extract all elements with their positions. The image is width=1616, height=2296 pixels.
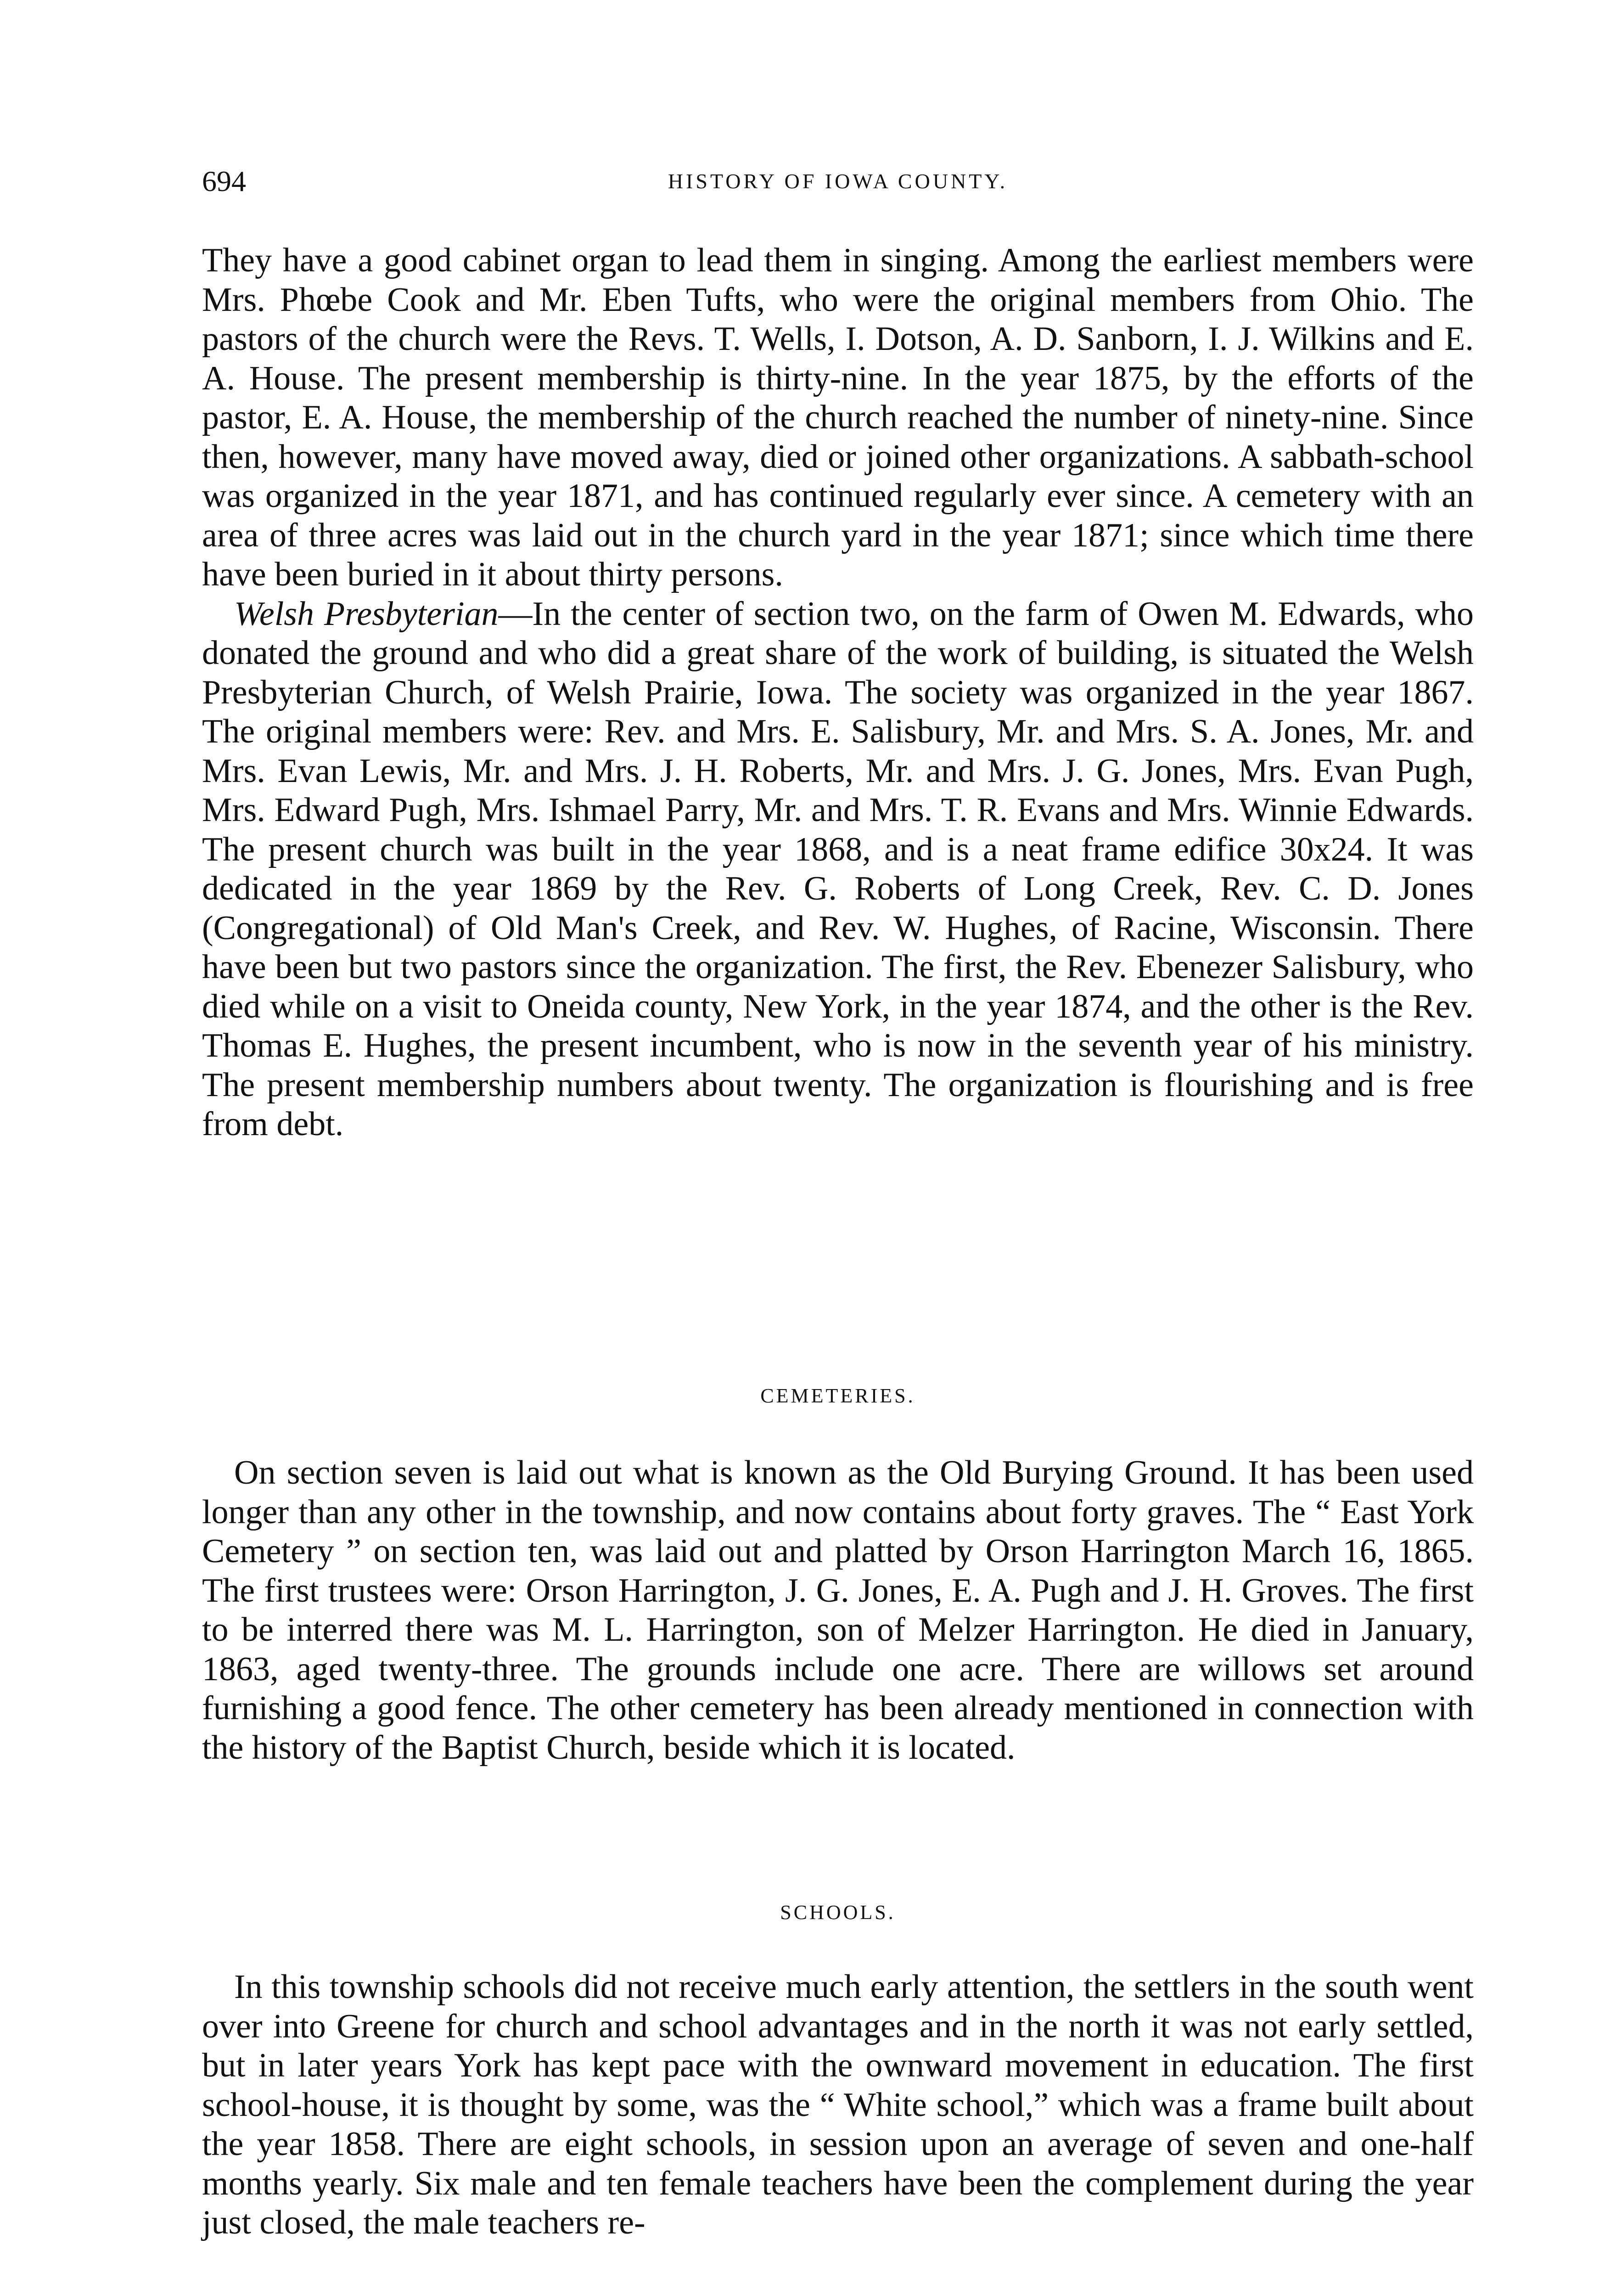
- page-number: 694: [202, 165, 246, 197]
- church-text-block: [202, 241, 1474, 1144]
- section-heading-cemeteries: CEMETERIES.: [760, 1384, 915, 1407]
- cemeteries-text-block: [202, 1453, 1474, 1767]
- paragraph-welsh-presbyterian-body: —In the center of section two, on the farm of Owen M. Edwards, who donated the ground and who did a great share of the work of building, is situated the Welsh Presbyterian Church, of Welsh Prairie, Iowa. The society was organized in the year 1867. The original members were: Rev. and Mrs. E. Salisbury, Mr. and Mrs. S. A. Jones, Mr. and Mrs. Evan Lewis, Mr. and Mrs. J. H. Roberts, Mr. and Mrs. J. G. Jones, Mrs. Evan Pugh, Mrs. Edward Pugh, Mrs. Ishmael Parry, Mr. and Mrs. T. R. Evans and Mrs. Winnie Edwards. The present church was built in the year 1868, and is a neat frame edifice 30x24. It was dedicated in the year 1869 by the Rev. G. Roberts of Long Creek, Rev. C. D. Jones (Congregational) of Old Man's Creek, and Rev. W. Hughes, of Racine, Wisconsin. There have been but two pastors since the organization. The first, the Rev. Ebenezer Salisbury, who died while on a visit to Oneida county, New York, in the year 1874, and the other is the Rev. Thomas E. Hughes, the present incumbent, who is now in the seventh year of his ministry. The present membership numbers about twenty. The organization is flourishing and is free from debt.: [202, 595, 1474, 1143]
- paragraph-cemeteries: On section seven is laid out what is known as the Old Burying Ground. It has been used longer than any other in the township, and now contains about forty graves. The “ East York Cemetery ” on section ten, was laid out and platted by Orson Harrington March 16, 1865. The first trustees were: Orson Harrington, J. G. Jones, E. A. Pugh and J. H. Groves. The first to be interred there was M. L. Harrington, son of Melzer Harrington. He died in January, 1863, aged twenty-three. The grounds include one acre. There are willows set around furnishing a good fence. The other cemetery has been already mentioned in connection with the history of the Baptist Church, beside which it is located.: [202, 1454, 1474, 1767]
- paragraph-congregational-members: They have a good cabinet organ to lead them in singing. Among the earliest members were Mrs. Phœbe Cook and Mr. Eben Tufts, who were the original members from Ohio. The pastors of the church were the Revs. T. Wells, I. Dotson, A. D. Sanborn, I. J. Wilkins and E. A. House. The present membership is thirty-nine. In the year 1875, by the efforts of the pastor, E. A. House, the membership of the church reached the number of ninety-nine. Since then, however, many have moved away, died or joined other organizations. A sabbath-school was organized in the year 1871, and has continued regularly ever since. A cemetery with an area of three acres was laid out in the church yard in the year 1871; since which time there have been buried in it about thirty persons.: [202, 242, 1474, 593]
- section-heading-schools: SCHOOLS.: [780, 1901, 896, 1924]
- paragraph-schools: In this township schools did not receive much early attention, the settlers in the south went over into Greene for church and school advantages and in the north it was not early settled, but in later years York has kept pace with the ownward movement in education. The first school-house, it is thought by some, was the “ White school,” which was a frame built about the year 1858. There are eight schools, in session upon an average of seven and one-half months yearly. Six male and ten female teachers have been the complement during the year just closed, the male teachers re-: [202, 1968, 1474, 2241]
- schools-text-block: [202, 1968, 1474, 2243]
- paragraph-welsh-presbyterian: [202, 595, 1474, 1144]
- running-header: [202, 163, 1474, 200]
- running-title: HISTORY OF IOWA COUNTY.: [668, 169, 1008, 193]
- paragraph-lead-welsh-presbyterian: Welsh Presbyterian: [234, 595, 499, 633]
